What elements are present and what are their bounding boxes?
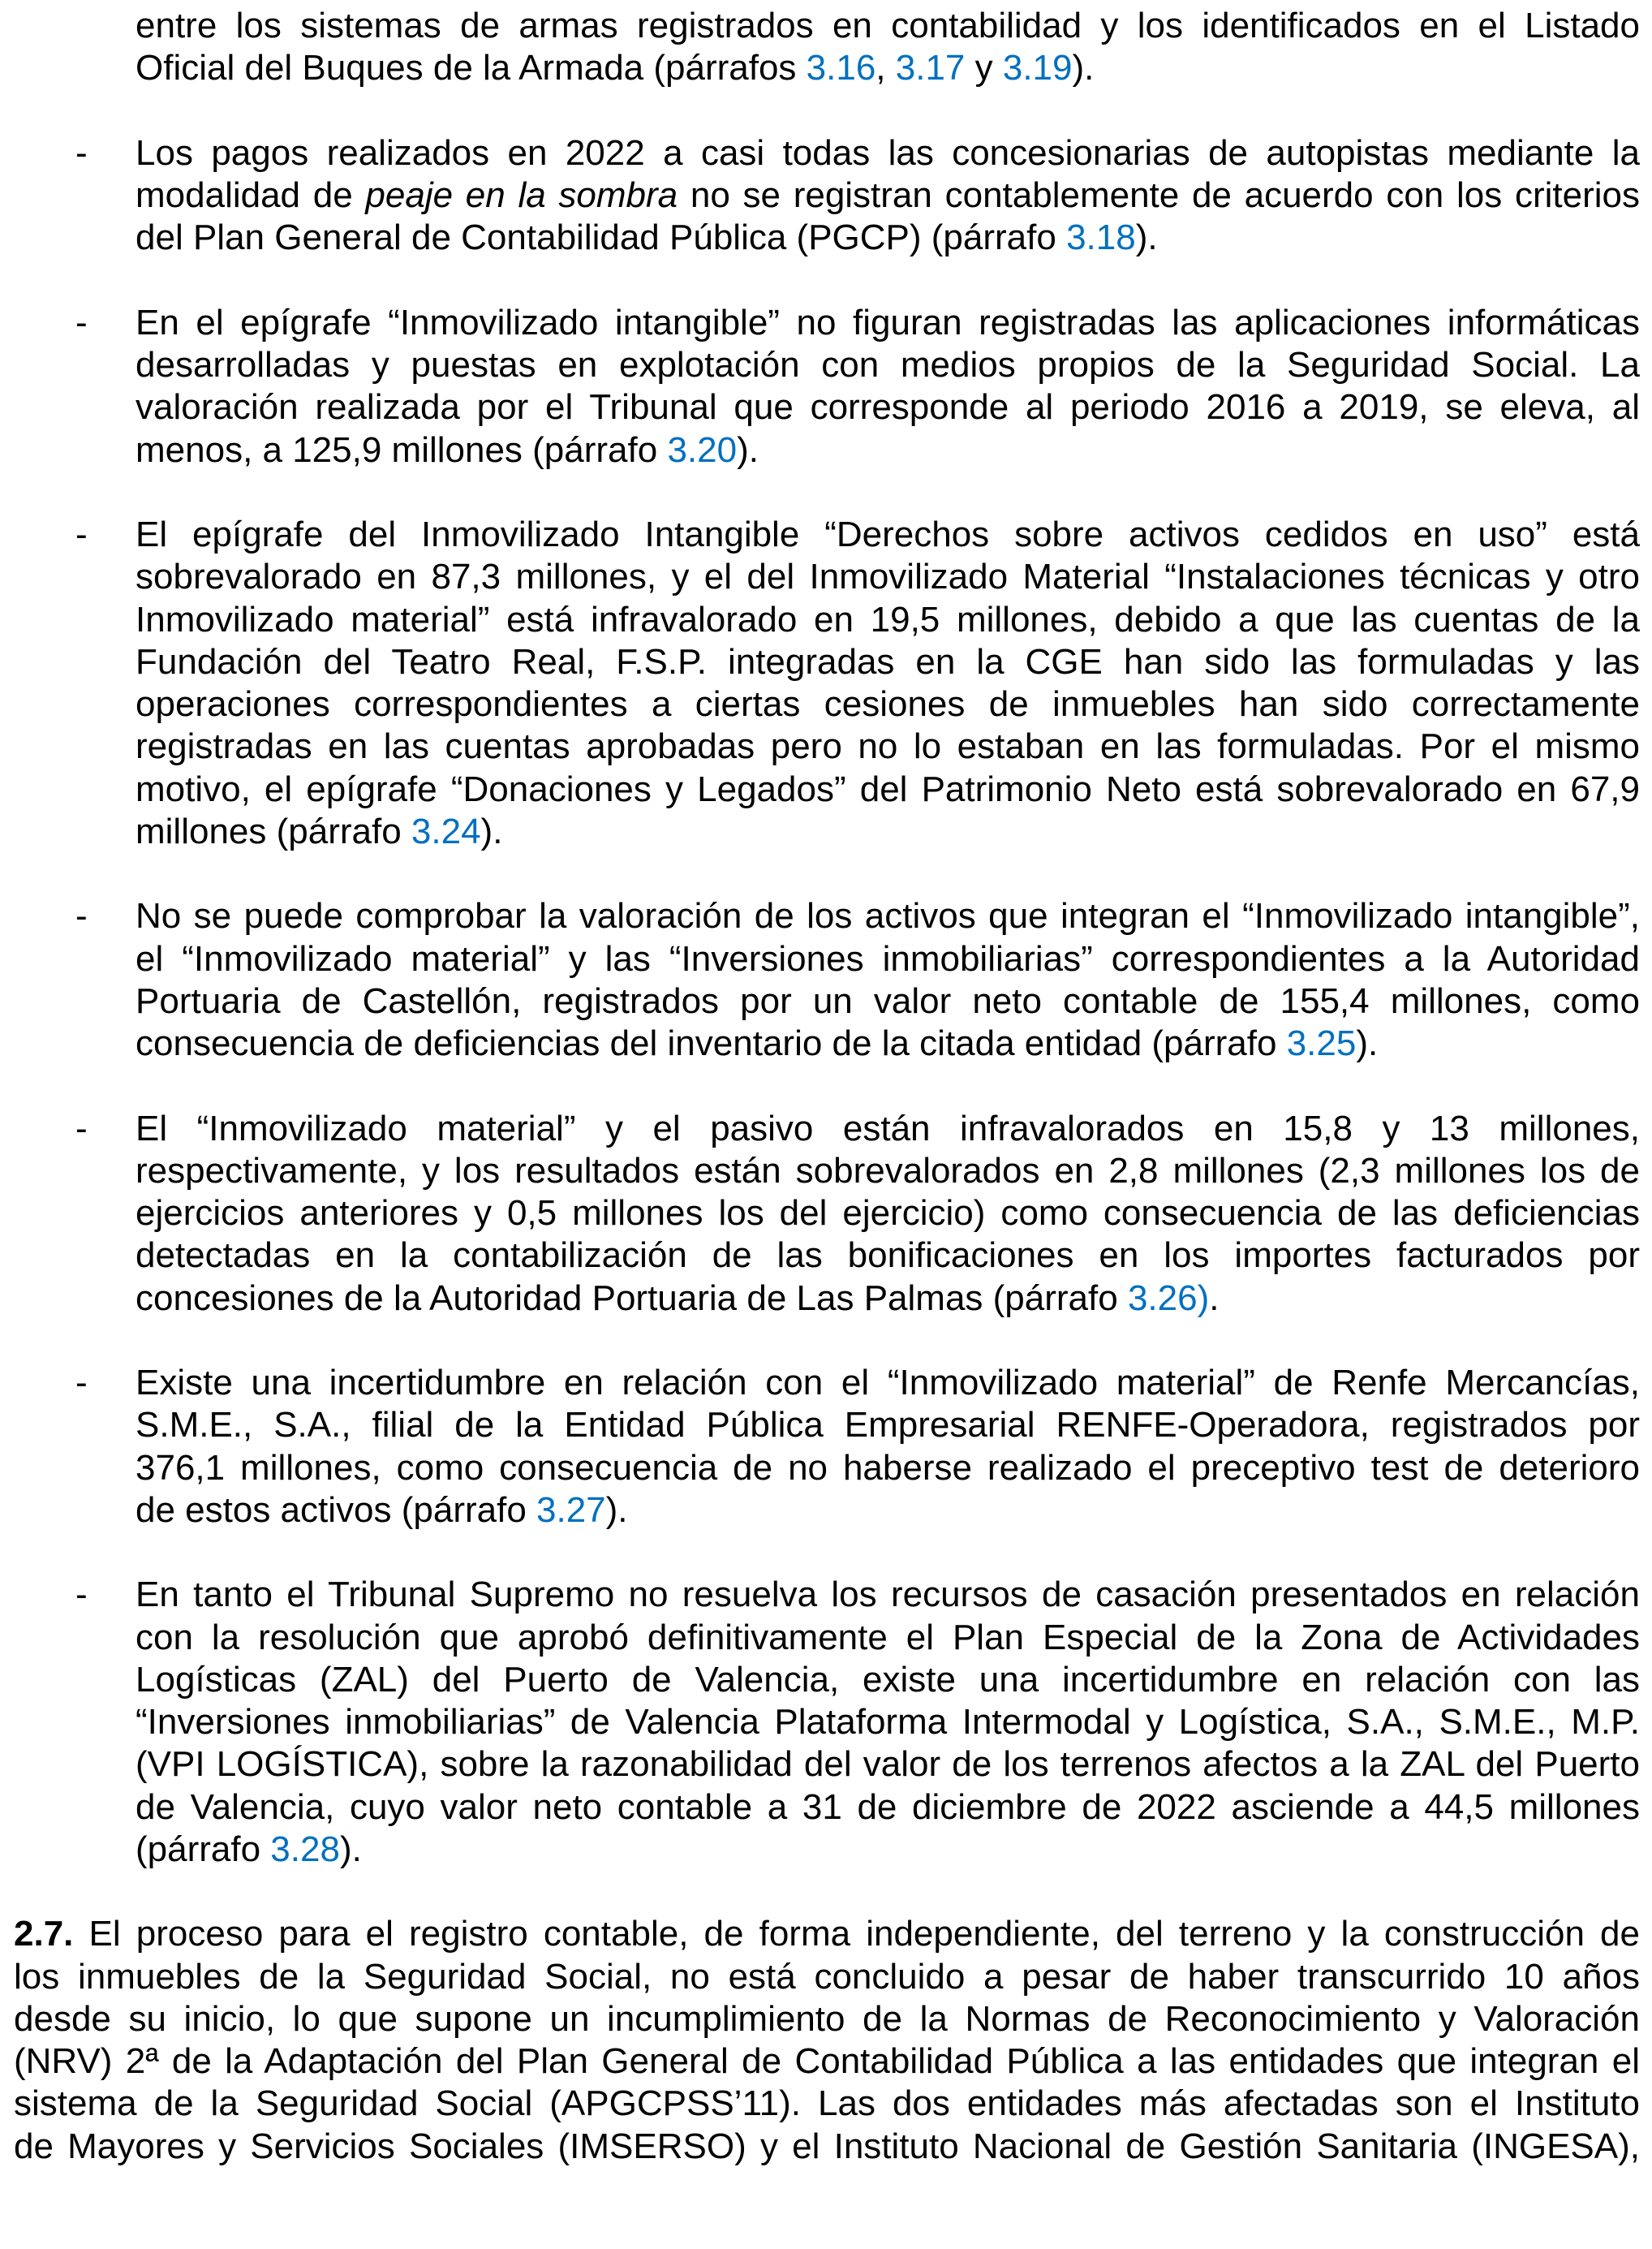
text-line (136, 556, 1640, 598)
text-line (136, 1277, 1640, 1320)
document-page (0, 5, 1652, 2210)
body-text: de Valencia, cuyo valor neto contable a 31 de diciembre de 2022 asciende a 44,5 millones (136, 1786, 1640, 1827)
text-line (136, 895, 1640, 937)
body-text: detectadas en la contabilización de las bonificaciones en los importes facturados por (136, 1235, 1640, 1276)
paragraph-reference-link[interactable]: 3.28 (270, 1829, 340, 1869)
body-text: sobrevalorado en 87,3 millones, y el del Inmovilizado Material “Instalaciones técnicas y otro (136, 557, 1640, 597)
paragraph-reference-link[interactable]: 3.25 (1286, 1023, 1357, 1063)
text-line-content (136, 429, 1640, 472)
text-line-content (136, 1617, 1640, 1659)
text-line (136, 726, 1640, 768)
text-line-content (136, 895, 1640, 937)
text-line (136, 980, 1640, 1023)
text-line-content (136, 938, 1640, 980)
text-line-content (136, 1108, 1640, 1150)
text-line (136, 1404, 1640, 1446)
dash-bullet-icon: - (75, 896, 88, 937)
body-text: con la resolución que aprobó definitivamente el Plan Especial de la Zona de Actividades (136, 1617, 1640, 1657)
bullet-item (75, 1108, 1640, 1320)
text-line-content (136, 769, 1640, 811)
bullet-item (75, 895, 1640, 1065)
body-text: concesiones de la Autoridad Portuaria de Las Palmas (párrafo (136, 1277, 1128, 1318)
body-text: de estos activos (párrafo (136, 1489, 537, 1530)
text-line (136, 302, 1640, 344)
text-line (136, 1617, 1640, 1659)
text-line-content (136, 1489, 1640, 1532)
text-line (136, 1574, 1640, 1616)
bullet-item (75, 302, 1640, 472)
body-text: respectivamente, y los resultados están sobrevalorados en 2,8 millones (2,3 millones los de (136, 1150, 1640, 1191)
body-text: S.M.E., S.A., filial de la Entidad Pública Empresarial RENFE-Operadora, registrados por (136, 1405, 1640, 1445)
dash-bullet-icon: - (75, 1575, 88, 1615)
body-text: ). (1356, 1023, 1379, 1063)
text-line-content (136, 1659, 1640, 1701)
text-line-content (136, 1404, 1640, 1446)
body-text: consecuencia de deficiencias del inventario de la citada entidad (párrafo (136, 1023, 1287, 1063)
text-line (14, 1956, 1640, 1998)
text-line-content (136, 344, 1640, 386)
body-text: de Mayores y Servicios Sociales (IMSERSO) y el Instituto Nacional de Gestión Sanitaria (INGESA), (14, 2126, 1640, 2166)
text-line-content (136, 556, 1640, 598)
bullet-item (75, 132, 1640, 260)
text-line (14, 1913, 1640, 1955)
text-line (136, 1659, 1640, 1701)
text-line (136, 599, 1640, 641)
body-text: modalidad de (136, 175, 366, 215)
body-text: El epígrafe del Inmovilizado Intangible “Derechos sobre activos cedidos en uso” está (136, 515, 1640, 554)
body-text: Existe una incertidumbre en relación con el “Inmovilizado material” de Renfe Mercancías, (136, 1363, 1640, 1402)
body-text: valoración realizada por el Tribunal que corresponde al periodo 2016 a 2019, se eleva, al (136, 387, 1640, 428)
text-line-content (136, 174, 1640, 217)
text-line (14, 1998, 1640, 2040)
text-line-content (136, 1743, 1640, 1786)
text-line (136, 429, 1640, 472)
dash-bullet-icon: - (75, 515, 88, 554)
body-text: ejercicios anteriores y 0,5 millones los del ejercicio) como consecuencia de las deficiencias (136, 1193, 1640, 1233)
text-line (136, 386, 1640, 429)
body-text: ). (339, 1829, 362, 1869)
body-text: ). (737, 429, 759, 470)
text-line-content (14, 1998, 1640, 2040)
paragraph-reference-link[interactable]: 3.24 (411, 811, 481, 851)
text-line (136, 1023, 1640, 1065)
body-text: ). (605, 1489, 628, 1530)
text-line-content (136, 1234, 1640, 1277)
paragraph-reference-link[interactable]: 3.16 (806, 48, 876, 88)
text-line-content (14, 1913, 1640, 1955)
text-line (136, 641, 1640, 683)
text-line (136, 1489, 1640, 1532)
italic-text: peaje en la sombra (365, 175, 678, 215)
body-text: millones (párrafo (136, 811, 411, 851)
text-line-content (14, 2083, 1640, 2125)
text-line-content (136, 217, 1640, 259)
bullet-item (75, 514, 1640, 853)
body-text: del Plan General de Contabilidad Pública (PGCP) (párrafo (136, 218, 1067, 258)
text-line-content (136, 726, 1640, 768)
body-text: ). (1135, 218, 1158, 258)
text-line (136, 1829, 1640, 1871)
text-line-content (136, 811, 1640, 853)
body-text: operaciones correspondientes a ciertas cesiones de inmuebles han sido correctamente (136, 684, 1640, 724)
body-text: En tanto el Tribunal Supremo no resuelva los recursos de casación presentados en relación (136, 1575, 1640, 1615)
text-line-content (14, 1956, 1640, 1998)
body-text: El “Inmovilizado material” y el pasivo están infravalorados en 15,8 y 13 millones, (136, 1108, 1640, 1148)
numbered-paragraph (14, 1913, 1640, 2168)
text-line (136, 514, 1640, 556)
text-line-content (136, 1023, 1640, 1065)
text-line (136, 683, 1640, 726)
paragraph-reference-link[interactable]: 3.18 (1066, 218, 1136, 258)
text-line (136, 769, 1640, 811)
text-line-content (136, 599, 1640, 641)
dash-bullet-icon: - (75, 132, 88, 173)
body-text: (párrafo (136, 1829, 271, 1869)
text-line-content (136, 1192, 1640, 1234)
body-text: El proceso para el registro contable, de forma independiente, del terreno y la construcción de (73, 1914, 1640, 1954)
text-line-content (136, 132, 1640, 174)
body-text: el “Inmovilizado material” y las “Inversiones inmobiliarias” correspondientes a la Autoridad (136, 938, 1640, 979)
paragraph-number: 2.7. (14, 1914, 74, 1954)
body-text: , (875, 48, 896, 88)
body-text: En el epígrafe “Inmovilizado intangible” no figuran registradas las aplicaciones informáticas (136, 302, 1640, 343)
body-text: Fundación del Teatro Real, F.S.P. integradas en la CGE han sido las formuladas y las (136, 641, 1640, 682)
text-line (136, 1447, 1640, 1489)
paragraph-reference-link[interactable]: 3.27 (536, 1489, 606, 1530)
paragraph-reference-link[interactable]: 3.19 (1002, 48, 1073, 88)
body-text: registradas en las cuentas aprobadas pero no lo estaban en las formuladas. Por el mismo (136, 726, 1640, 767)
body-text: no se registran contablemente de acuerdo con los criterios (678, 175, 1640, 215)
text-line-content (136, 1150, 1640, 1192)
text-line (136, 217, 1640, 259)
body-text: motivo, el epígrafe “Donaciones y Legados” del Patrimonio Neto está sobrevalorado en 67,9 (136, 769, 1640, 809)
body-text: Los pagos realizados en 2022 a casi todas las concesionarias de autopistas mediante la (136, 132, 1640, 173)
body-text: desde su inicio, lo que supone un incumplimiento de la Normas de Reconocimiento y Valoración (14, 1998, 1640, 2039)
text-line-content (136, 980, 1640, 1023)
bullet-continuation (136, 5, 1640, 90)
text-line-content (136, 514, 1640, 556)
text-line (14, 2083, 1640, 2125)
text-line (136, 174, 1640, 217)
body-text: (NRV) 2ª de la Adaptación del Plan General de Contabilidad Pública a las entidades que integran el (14, 2041, 1640, 2081)
body-text: ). (1072, 48, 1095, 88)
text-line (136, 5, 1640, 47)
text-line (136, 1150, 1640, 1192)
text-line-content (136, 1786, 1640, 1829)
text-line-content (136, 1362, 1640, 1404)
paragraph-reference-link[interactable]: 3.26) (1127, 1277, 1210, 1318)
body-text: Logísticas (ZAL) del Puerto de Valencia, existe una incertidumbre en relación con las (136, 1659, 1640, 1700)
bullet-item (75, 1362, 1640, 1532)
text-line-content (136, 641, 1640, 683)
text-line-content (136, 1447, 1640, 1489)
text-line (136, 344, 1640, 386)
text-line (14, 2126, 1640, 2168)
paragraph-reference-link[interactable]: 3.20 (667, 429, 738, 470)
text-line-content (136, 47, 1640, 89)
text-line (136, 1192, 1640, 1234)
text-line-content (136, 683, 1640, 726)
text-line-content (136, 1829, 1640, 1871)
body-text: los inmuebles de la Seguridad Social, no está concluido a pesar de haber transcurrido 10 años (14, 1956, 1640, 1997)
body-text: Inmovilizado material” está infravalorado en 19,5 millones, debido a que las cuentas de la (136, 599, 1640, 640)
body-text: menos, a 125,9 millones (párrafo (136, 429, 668, 470)
body-text: (VPI LOGÍSTICA), sobre la razonabilidad del valor de los terrenos afectos a la ZAL del Puerto (136, 1744, 1640, 1785)
text-line-content (136, 386, 1640, 429)
text-line-content (136, 302, 1640, 344)
body-text: No se puede comprobar la valoración de los activos que integran el “Inmovilizado intangible”, (136, 896, 1640, 937)
text-line-content (136, 1277, 1640, 1320)
text-line (136, 811, 1640, 853)
body-text: entre los sistemas de armas registrados en contabilidad y los identificados en el Listado (136, 6, 1640, 45)
body-text: y (965, 48, 1003, 88)
text-line (136, 1234, 1640, 1277)
text-line (136, 1701, 1640, 1743)
paragraph-reference-link[interactable]: 3.17 (895, 48, 966, 88)
text-line-content (136, 5, 1640, 47)
body-text: “Inversiones inmobiliarias” de Valencia Plataforma Intermodal y Logística, S.A., S.M.E., M.P. (136, 1702, 1640, 1742)
text-line (136, 1108, 1640, 1150)
text-line (136, 938, 1640, 980)
text-line-content (14, 2040, 1640, 2083)
body-text: sistema de la Seguridad Social (APGCPSS’11). Las dos entidades más afectadas son el Instituto (14, 2083, 1640, 2124)
text-line (14, 2040, 1640, 2083)
body-text: . (1209, 1277, 1220, 1318)
bullet-item (75, 1574, 1640, 1871)
text-line-content (14, 2126, 1640, 2168)
body-text: desarrolladas y puestas en explotación con medios propios de la Seguridad Social. La (136, 345, 1640, 385)
text-line-content (136, 1701, 1640, 1743)
text-line-content (136, 1574, 1640, 1616)
text-line (136, 47, 1640, 89)
body-text: ). (480, 811, 503, 851)
text-line (136, 1743, 1640, 1786)
text-line (136, 1362, 1640, 1404)
body-text: 376,1 millones, como consecuencia de no haberse realizado el preceptivo test de deterioro (136, 1447, 1640, 1488)
dash-bullet-icon: - (75, 1108, 88, 1148)
body-text: Portuaria de Castellón, registrados por un valor neto contable de 155,4 millones, como (136, 980, 1640, 1021)
text-line (136, 1786, 1640, 1829)
dash-bullet-icon: - (75, 302, 88, 343)
body-text: Oficial del Buques de la Armada (párrafos (136, 48, 807, 88)
dash-bullet-icon: - (75, 1363, 88, 1402)
text-line (136, 132, 1640, 174)
